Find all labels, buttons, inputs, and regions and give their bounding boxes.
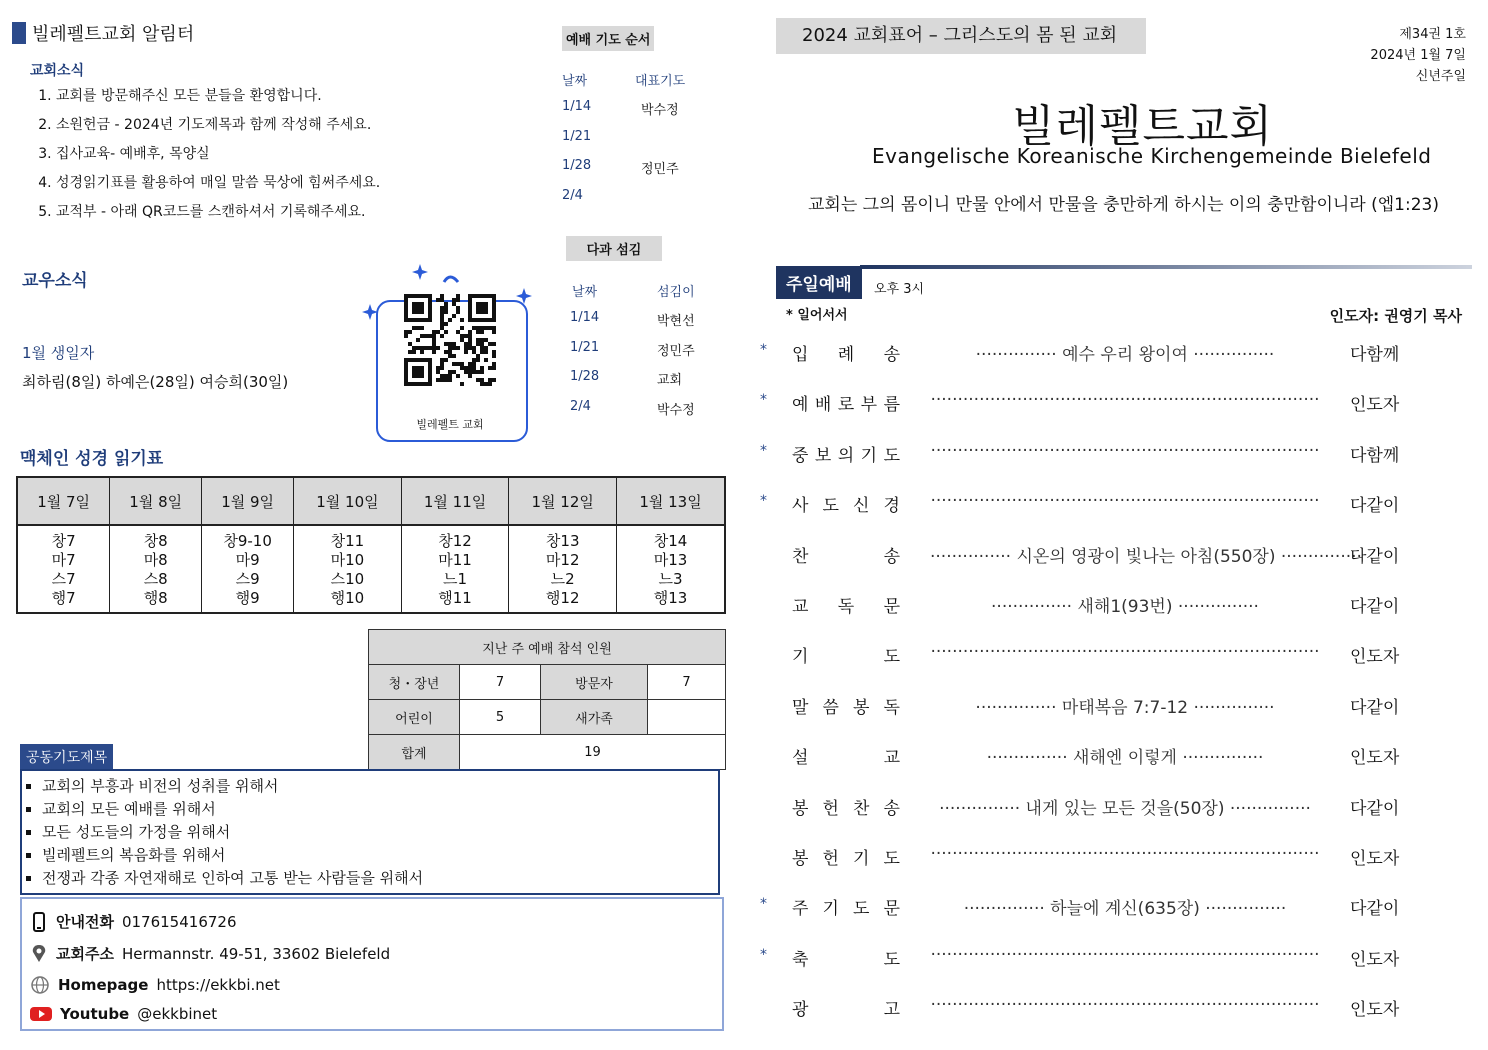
reading-passage: 마10: [330, 551, 365, 569]
members-heading: 교우소식: [22, 271, 88, 291]
order-item-name: 봉 헌 기 도: [792, 849, 900, 869]
service-server: 박현선: [657, 314, 695, 329]
reading-passage: 마13: [653, 551, 688, 569]
order-item-text: 예수 우리 왕이여: [1062, 345, 1188, 365]
order-item-performer: 다같이: [1350, 899, 1400, 920]
worship-time: 오후 3시: [874, 282, 925, 297]
order-item-performer: 인도자: [1350, 647, 1400, 668]
birthday-list: 최하림(8일) 하예은(28일) 여승희(30일): [22, 373, 289, 391]
order-item-name: 입 례 송: [792, 345, 900, 365]
reading-passage: 느3: [658, 570, 683, 588]
reading-day-cell: [401, 525, 509, 613]
prayer-leader: 정민주: [641, 162, 679, 177]
order-item-performer: 다같이: [1350, 798, 1400, 819]
order-item-name: 말 씀 봉 독: [792, 697, 900, 718]
order-item-performer: 인도자: [1350, 395, 1400, 416]
stand-marker: *: [760, 392, 767, 409]
church-name: 빌레펠트교회: [1012, 101, 1274, 152]
order-row: [760, 542, 1472, 572]
news-item: 3. 집사교육- 예배후, 목양실: [56, 144, 380, 165]
order-item-name: 교 독 문: [792, 597, 900, 617]
issue-date: 2024년 1월 7일: [1370, 48, 1466, 63]
reading-day-header: 1월 9일: [202, 477, 294, 525]
order-row: [760, 592, 1472, 622]
order-item-content: ········································································: [930, 642, 1320, 663]
reading-passage: 마9: [235, 551, 260, 569]
order-row: [760, 794, 1472, 824]
worship-divider: [860, 265, 1472, 269]
reading-passage: 행12: [545, 589, 580, 607]
order-item-performer: 인도자: [1350, 748, 1400, 769]
order-item-content: ········································································: [930, 844, 1320, 864]
news-item: 5. 교적부 - 아래 QR코드를 스캔하셔서 기록해주세요.: [56, 202, 380, 223]
prayer-date: 1/28: [562, 158, 592, 173]
service-server: 교회: [657, 373, 683, 388]
youtube-icon: [30, 1006, 52, 1022]
prayer-date: 2/4: [562, 187, 583, 203]
homepage-label: Homepage: [58, 976, 149, 994]
contact-box: [20, 897, 724, 1031]
order-item-performer: 인도자: [1350, 1000, 1400, 1021]
stand-note: * 일어서서: [786, 308, 848, 323]
qr-code-icon[interactable]: [404, 294, 496, 386]
qr-caption: 빌레펠트 교회: [416, 418, 484, 431]
attendance-visitor-label: 방문자: [541, 665, 648, 700]
news-item: 2. 소원헌금 - 2024년 기도제목과 함께 작성해 주세요.: [56, 115, 380, 136]
service-date: 1/14: [570, 310, 600, 325]
order-item-content: ··············· 마태복음 7:7-12 ···············: [975, 697, 1275, 718]
address-text: Hermannstr. 49-51, 33602 Bielefeld: [121, 944, 391, 963]
order-item-content: ········································································: [930, 491, 1320, 512]
news-list: [30, 86, 380, 231]
reading-passage: 느2: [550, 570, 575, 588]
reading-day-cell: [509, 525, 617, 613]
attendance-table: [368, 629, 726, 770]
issue-info: [1370, 24, 1466, 87]
order-item-performer: 다함께: [1350, 345, 1400, 365]
attendance-newfamily-label: 새가족: [541, 700, 648, 735]
order-row: [760, 743, 1472, 773]
reading-passage: 스10: [330, 570, 365, 588]
reading-passage: 마11: [438, 551, 472, 569]
globe-icon: [30, 975, 50, 995]
order-row: [760, 441, 1472, 471]
reading-passage: 창13: [545, 532, 580, 550]
birthday-heading: 1월 생일자: [22, 344, 95, 362]
order-item-performer: 다함께: [1350, 445, 1400, 466]
order-item-name: 축 도: [792, 949, 900, 970]
youtube-handle[interactable]: @ekkbinet: [137, 1005, 218, 1023]
prayer-topics-label: 공동기도제목: [20, 744, 113, 770]
prayer-schedule-title: 예배 기도 순서: [562, 26, 654, 51]
order-item-content: ··············· 내게 있는 모든 것을(50장) ···············: [939, 798, 1311, 819]
reading-passage: 마12: [545, 551, 580, 569]
address-label: 교회주소: [56, 945, 114, 963]
order-item-name: 광 고: [792, 1000, 900, 1021]
reading-passage: 행8: [143, 589, 168, 607]
service-date: 2/4: [570, 398, 591, 414]
news-item: 1. 교회를 방문해주신 모든 분들을 환영합니다.: [56, 86, 380, 107]
prayer-col-leader: 대표기도: [635, 74, 686, 89]
order-row: [760, 642, 1472, 672]
reading-passage: 행7: [51, 589, 76, 607]
service-date: 1/28: [570, 369, 600, 384]
order-row: [760, 945, 1472, 975]
prayer-topic: ▪ 교회의 부흥과 비전의 성취를 위해서: [42, 775, 712, 798]
order-item-performer: 인도자: [1350, 949, 1400, 970]
prayer-leader: 박수정: [641, 103, 679, 118]
reading-table: [16, 476, 726, 614]
reading-passage: 스9: [235, 570, 260, 588]
bulletin-board-title: 빌레펠트교회 알림터: [32, 24, 195, 45]
reading-passage: 창7: [51, 532, 76, 550]
order-item-content: ········································································: [930, 390, 1320, 411]
stand-marker: *: [760, 946, 767, 963]
reading-passage: 창12: [438, 532, 472, 550]
church-motto-banner: 2024 교회표어 – 그리스도의 몸 된 교회: [776, 18, 1146, 54]
order-row: [760, 390, 1472, 420]
reading-passage: 창14: [653, 532, 688, 550]
order-row: [760, 844, 1472, 874]
order-row: [760, 491, 1472, 521]
contact-phone: [30, 911, 237, 932]
prayer-topic: ▪ 빌레펠트의 복음화를 위해서: [42, 844, 712, 867]
attendance-newfamily-value: [648, 700, 726, 735]
service-server: 정민주: [657, 343, 695, 359]
reading-day-cell: [202, 525, 294, 613]
service-schedule-title: 다과 섬김: [566, 236, 662, 261]
stand-marker: *: [760, 493, 767, 510]
order-item-name: 예 배 로 부 름: [792, 395, 900, 416]
homepage-link[interactable]: https://ekkbi.net: [156, 976, 280, 994]
reading-day-cell: [617, 525, 725, 613]
prayer-topic: ▪ 교회의 모든 예배를 위해서: [42, 798, 712, 821]
reading-passage: 행10: [330, 589, 365, 607]
news-heading: 교회소식: [30, 63, 85, 79]
title-accent-bar: [12, 22, 26, 44]
attendance-total-label: 합계: [369, 735, 460, 770]
attendance-total-value: 19: [460, 735, 726, 770]
attendance-adult-value: 7: [460, 665, 541, 700]
order-row: [760, 995, 1472, 1025]
reading-passage: 느1: [443, 570, 468, 588]
prayer-col-date: 날짜: [562, 74, 588, 89]
worship-label: 주일예배: [776, 266, 862, 299]
order-item-performer: 다같이: [1350, 597, 1400, 617]
phone-number[interactable]: 017615416726: [121, 912, 237, 931]
reading-day-cell: [17, 525, 110, 613]
church-name-german: Evangelische Koreanische Kirchengemeinde Bielefeld: [872, 144, 1432, 168]
prayer-topic: ▪ 전쟁과 각종 자연재해로 인하여 고통 받는 사람들을 위해서: [42, 867, 712, 890]
order-row: [760, 693, 1472, 723]
stand-marker: *: [760, 896, 767, 913]
order-item-text: 새해1(93번): [1077, 597, 1173, 617]
order-item-content: ··············· 새해1(93번) ···············: [991, 597, 1259, 617]
news-item: 4. 성경읽기표를 활용하여 매일 말씀 묵상에 힘써주세요.: [56, 173, 380, 194]
attendance-visitor-value: 7: [648, 665, 726, 700]
reading-day-cell: [110, 525, 202, 613]
reading-day-header: 1월 8일: [110, 477, 202, 525]
reading-day-header: 1월 10일: [294, 477, 402, 525]
issue-sunday: 신년주일: [1415, 69, 1466, 84]
reading-day-header: 1월 12일: [509, 477, 617, 525]
order-item-content: ··············· 새해엔 이렇게 ···············: [986, 748, 1264, 769]
order-item-content: ········································································: [930, 995, 1320, 1016]
service-leader: 인도자: 권영기 목사: [1329, 307, 1462, 325]
reading-day-header: 1월 13일: [617, 477, 725, 525]
service-col-server: 섬김이: [657, 285, 695, 300]
order-item-performer: 다같이: [1350, 496, 1400, 517]
order-item-content: ········································································: [930, 944, 1320, 965]
prayer-topics-box: [20, 769, 720, 895]
stand-marker: *: [760, 342, 767, 358]
youtube-label: Youtube: [60, 1005, 130, 1023]
order-item-text: 마태복음 7:7-12: [1061, 697, 1189, 718]
contact-youtube: [30, 1005, 217, 1023]
contact-address: [30, 943, 390, 964]
reading-heading: 맥체인 성경 읽기표: [20, 449, 164, 469]
order-item-text: 새해엔 이렇게: [1073, 748, 1177, 769]
order-item-content: ··············· 하늘에 계신(635장) ···············: [963, 899, 1287, 920]
prayer-date: 1/21: [562, 128, 592, 144]
reading-passage: 행9: [235, 589, 260, 607]
reading-day-header: 1월 7일: [17, 477, 110, 525]
prayer-date: 1/14: [562, 99, 592, 114]
reading-passage: 스7: [51, 570, 76, 588]
order-item-content: ········································································: [930, 440, 1320, 461]
phone-icon: [30, 912, 48, 932]
order-item-name: 사 도 신 경: [792, 496, 900, 517]
reading-passage: 창9-10: [223, 532, 272, 550]
reading-day-header: 1월 11일: [401, 477, 509, 525]
order-item-content: ··············· 예수 우리 왕이여 ···············: [975, 345, 1275, 365]
order-item-content: ··············· 시온의 영광이 빛나는 아침(550장) ···············: [930, 546, 1362, 567]
attendance-adult-label: 청・장년: [369, 665, 460, 700]
issue-number: 제34권 1호: [1399, 27, 1466, 42]
phone-label: 안내전화: [56, 913, 114, 931]
reading-day-cell: [294, 525, 402, 613]
attendance-child-label: 어린이: [369, 700, 460, 735]
service-server: 박수정: [657, 402, 695, 418]
order-row: [760, 340, 1472, 370]
order-item-performer: 다같이: [1350, 697, 1400, 718]
order-item-text: 하늘에 계신(635장): [1050, 899, 1200, 920]
attendance-title: 지난 주 예배 참석 인원: [369, 630, 726, 665]
order-item-name: 중 보 의 기 도: [792, 445, 900, 466]
reading-passage: 마8: [143, 551, 168, 569]
reading-passage: 창11: [330, 532, 365, 550]
stand-marker: *: [760, 442, 767, 459]
order-item-name: 설 교: [792, 748, 900, 769]
order-item-name: 주 기 도 문: [792, 899, 900, 920]
service-col-date: 날짜: [572, 285, 598, 300]
reading-passage: 행11: [438, 589, 472, 607]
order-item-name: 기 도: [792, 647, 900, 668]
order-item-text: 시온의 영광이 빛나는 아침(550장): [1016, 546, 1276, 567]
reading-passage: 창8: [143, 532, 168, 550]
service-date: 1/21: [570, 339, 600, 355]
order-item-name: 봉 헌 찬 송: [792, 798, 900, 819]
order-item-performer: 인도자: [1350, 849, 1400, 869]
reading-passage: 스8: [143, 570, 168, 588]
prayer-topic: ▪ 모든 성도들의 가정을 위해서: [42, 821, 712, 844]
contact-homepage: [30, 975, 280, 995]
order-item-text: 내게 있는 모든 것을(50장): [1025, 798, 1225, 819]
order-row: [760, 894, 1472, 924]
order-item-name: 찬 송: [792, 546, 900, 567]
theme-verse: 교회는 그의 몸이니 만물 안에서 만물을 충만하게 하시는 이의 충만함이니라 (엡1:23): [808, 195, 1439, 215]
reading-passage: 마7: [51, 551, 76, 569]
order-item-performer: 다같이: [1350, 546, 1400, 567]
reading-passage: 행13: [653, 589, 688, 607]
location-pin-icon: [30, 944, 48, 964]
attendance-child-value: 5: [460, 700, 541, 735]
